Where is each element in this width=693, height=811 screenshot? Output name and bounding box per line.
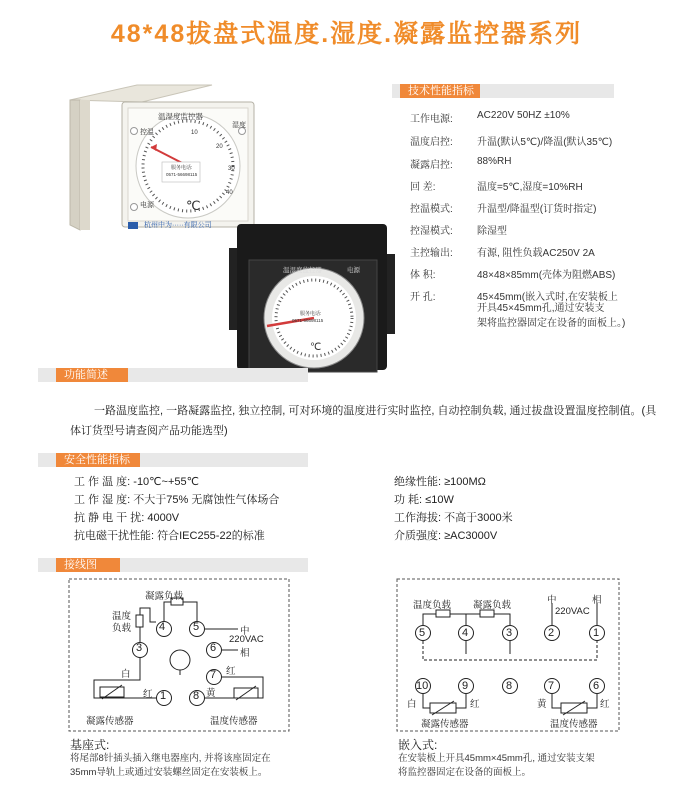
terminal-5: 5 xyxy=(419,627,426,639)
terminal-4: 4 xyxy=(462,627,469,639)
spec-row: 控温模式: 升温型/降温型(订货时指定) xyxy=(410,204,597,215)
spec-row: 温度启控: 升温(默认5℃)/降温(默认35℃) xyxy=(410,137,613,148)
device1-left-bottom: 电源 xyxy=(140,202,154,209)
spec-row: 控湿模式: 除湿型 xyxy=(410,226,507,237)
sensor-label-condensation: 凝露传感器 xyxy=(86,716,134,727)
terminal-1: 1 xyxy=(160,690,167,702)
spec-row: 体 积: 48×48×85mm(壳体为阻燃ABS) xyxy=(410,270,616,281)
tech-section-header xyxy=(392,84,614,98)
terminal-3: 3 xyxy=(136,642,143,654)
wire-yellow-label: 黄 xyxy=(206,688,216,699)
neutral-label: 中 xyxy=(547,595,557,606)
wire-red-label: 红 xyxy=(470,699,480,710)
wire-yellow-label: 黄 xyxy=(537,699,547,710)
safety-section-header xyxy=(38,453,308,467)
terminal-7: 7 xyxy=(210,669,217,681)
terminal-5: 5 xyxy=(193,621,200,633)
terminal-6: 6 xyxy=(593,680,600,692)
spec-row: 工作电源: AC220V 50HZ ±10% xyxy=(410,110,570,125)
terminal-7: 7 xyxy=(548,680,555,692)
device1-scale-30: 30 xyxy=(228,166,235,172)
terminal-8: 8 xyxy=(193,690,200,702)
terminal-8: 8 xyxy=(506,680,513,692)
tech-section-label: 技术性能指标 xyxy=(400,84,480,98)
spec-row: 开 孔: 45×45mm(嵌入式时,在安装板上 xyxy=(410,292,618,303)
sensor-label-condensation: 凝露传感器 xyxy=(421,719,469,730)
device1-scale-40: 40 xyxy=(226,190,233,196)
terminal-10: 10 xyxy=(416,680,429,692)
safety-item: 绝缘性能: ≥100MΩ xyxy=(394,476,486,488)
terminal-9: 9 xyxy=(462,680,469,692)
spec-row: 主控输出: 有源, 阻性负载AC250V 2A xyxy=(410,248,595,259)
safety-item: 工作海拔: 不高于3000米 xyxy=(394,512,513,524)
terminal-2: 2 xyxy=(548,627,555,639)
wire-red-label: 红 xyxy=(143,689,153,700)
load-label-condensation: 凝露负载 xyxy=(473,600,512,611)
device2-unit: ℃ xyxy=(310,342,322,353)
safety-item: 工 作 湿 度: 不大于75% 无腐蚀性气体场合 xyxy=(74,494,280,506)
safety-item: 工 作 温 度: -10℃~+55℃ xyxy=(74,476,199,488)
wire-white-label: 白 xyxy=(407,699,417,710)
load-left-label-1: 温度 xyxy=(112,611,132,622)
device2-phone: 0571-56698115 xyxy=(292,318,324,323)
wiring-section-header xyxy=(38,558,308,572)
wire-red-label-2: 红 xyxy=(600,699,610,710)
terminal-3: 3 xyxy=(506,627,513,639)
wiring-section-label: 接线图 xyxy=(56,558,120,572)
device-image-embed xyxy=(227,218,397,378)
spec-row: 回 差: 温度=5℃,湿度=10%RH xyxy=(410,182,583,193)
function-section-header xyxy=(38,368,308,382)
phase-label: 相 xyxy=(240,648,250,659)
phase-label: 相 xyxy=(592,595,602,606)
base-mount-title: 基座式: xyxy=(70,738,110,752)
safety-item: 功 耗: ≤10W xyxy=(394,494,454,506)
device1-unit: ℃ xyxy=(186,198,201,213)
neutral-label: 中 xyxy=(240,626,250,637)
voltage-label: 220VAC xyxy=(229,634,264,645)
device1-company: 杭州中为·····有限公司 xyxy=(144,222,212,229)
terminal-4: 4 xyxy=(159,621,166,633)
spec-continuation: 开具45×45mm孔,通过安装支 架将监控器固定在设备的面板上。) xyxy=(477,303,626,329)
function-description: 一路温度监控, 一路凝露监控, 独立控制, 可对环境的温度进行实时监控, 自动控制负载, 通过拔盘设置温度控制值。(具体订货型号请查阅产品功能选型) xyxy=(70,405,657,437)
embed-mount-note: 在安装板上开具45mm×45mm孔, 通过安装支架 将监控器固定在设备的面板上。 xyxy=(398,753,595,778)
device1-scale-10: 10 xyxy=(191,130,198,136)
sensor-label-temperature: 温度传感器 xyxy=(210,716,258,727)
device1-left-top: 控温 xyxy=(140,129,154,136)
device1-phone: 0571-56698115 xyxy=(166,172,198,177)
base-mount-note: 将尾部8针插头插入继电器座内, 并将该座固定在 35mm导轨上或通过安装螺丝固定在安装板上。 xyxy=(70,753,271,778)
sensor-label-temperature: 温度传感器 xyxy=(550,719,598,730)
function-section-label: 功能简述 xyxy=(56,368,128,382)
safety-item: 抗 静 电 干 扰: 4000V xyxy=(74,512,180,524)
spec-row: 凝露启控: 88%RH xyxy=(410,156,512,171)
page-title: 48*48拔盘式温度.湿度.凝露监控器系列 xyxy=(110,20,583,48)
device1-header: 温湿度监控器 xyxy=(158,112,203,121)
wire-red-label-2: 红 xyxy=(226,666,236,677)
load-left-label-2: 负载 xyxy=(112,623,132,634)
terminal-1: 1 xyxy=(593,627,600,639)
device1-right-label: 湿度 xyxy=(232,122,246,129)
safety-section-label: 安全性能指标 xyxy=(56,453,140,467)
device1-scale-20: 20 xyxy=(216,144,223,150)
embed-mount-title: 嵌入式: xyxy=(398,738,438,752)
device2-right-label: 电源 xyxy=(347,267,360,274)
terminal-6: 6 xyxy=(210,642,217,654)
safety-item: 介质强度: ≥AC3000V xyxy=(394,530,498,542)
voltage-label: 220VAC xyxy=(555,606,590,617)
device2-service: 服务电话: xyxy=(300,311,322,317)
device2-header: 温湿度监控器 xyxy=(283,267,322,274)
device1-service: 服务电话: xyxy=(171,165,193,171)
wire-white-label: 白 xyxy=(121,669,131,680)
safety-item: 抗电磁干扰性能: 符合IEC255-22的标准 xyxy=(74,530,265,542)
load-label-temperature: 温度负载 xyxy=(413,600,452,611)
load-top-label: 凝露负载 xyxy=(145,591,184,602)
